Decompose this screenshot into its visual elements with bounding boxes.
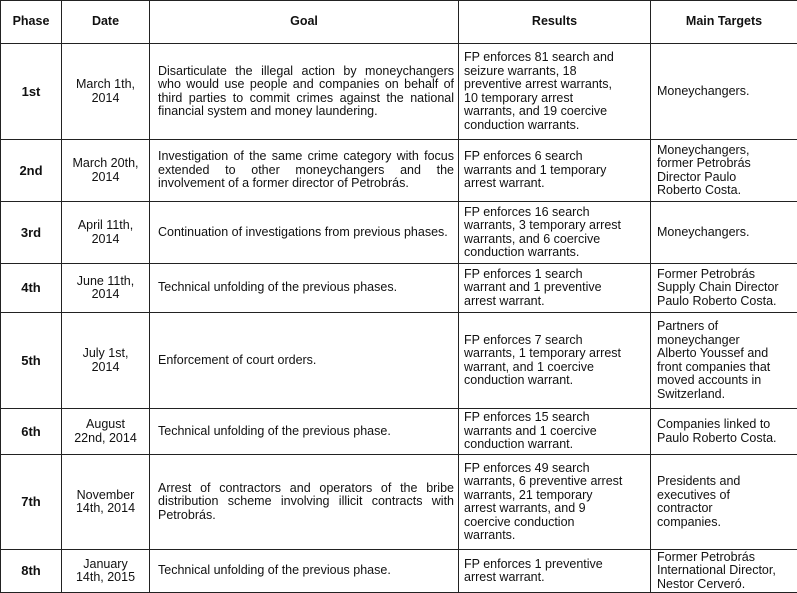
- results-cell-line: conduction warrant.: [464, 374, 646, 388]
- results-cell-line: conduction warrant.: [464, 438, 646, 452]
- main-targets-cell-line: front companies that: [657, 361, 793, 375]
- date-cell: [62, 44, 150, 140]
- results-cell-line: arrest warrant.: [464, 571, 646, 585]
- table-row: [1, 409, 797, 455]
- date-cell-line: March 1th,: [66, 78, 145, 92]
- header-row: [1, 1, 797, 44]
- results-cell-line: seizure warrants, 18: [464, 65, 646, 79]
- results-cell-line: coercive conduction: [464, 516, 646, 530]
- results-cell-line: preventive arrest warrants,: [464, 78, 646, 92]
- main-targets-cell-line: Director Paulo: [657, 171, 793, 185]
- results-cell: [459, 202, 651, 264]
- results-cell-line: warrants, 21 temporary: [464, 489, 646, 503]
- results-cell: [459, 313, 651, 409]
- results-cell-line: FP enforces 7 search: [464, 334, 646, 348]
- date-cell-line: April 11th,: [66, 219, 145, 233]
- date-cell: [62, 140, 150, 202]
- main-targets-cell-line: Companies linked to: [657, 418, 793, 432]
- results-cell-line: FP enforces 16 search: [464, 206, 646, 220]
- results-cell-line: conduction warrants.: [464, 246, 646, 260]
- phase-cell: 2nd: [1, 140, 62, 202]
- main-targets-cell-line: Moneychangers,: [657, 144, 793, 158]
- main-targets-cell-line: Roberto Costa.: [657, 184, 793, 198]
- date-cell: [62, 202, 150, 264]
- goal-cell: Technical unfolding of the previous phases.: [150, 264, 459, 313]
- phase-cell: 5th: [1, 313, 62, 409]
- results-cell-line: warrants.: [464, 529, 646, 543]
- table-row: [1, 264, 797, 313]
- main-targets-cell-line: Switzerland.: [657, 388, 793, 402]
- results-cell-line: warrants and 1 coercive: [464, 425, 646, 439]
- main-targets-cell-line: former Petrobrás: [657, 157, 793, 171]
- main-targets-cell-line: companies.: [657, 516, 793, 530]
- date-cell-line: 2014: [66, 92, 145, 106]
- header-date: Date: [62, 1, 150, 44]
- date-cell-line: 14th, 2015: [66, 571, 145, 585]
- results-cell: [459, 44, 651, 140]
- main-targets-cell-line: contractor: [657, 502, 793, 516]
- results-cell-line: warrants, 6 preventive arrest: [464, 475, 646, 489]
- main-targets-cell-line: moneychanger: [657, 334, 793, 348]
- main-targets-cell-line: International Director,: [657, 564, 793, 578]
- table-row: [1, 550, 797, 593]
- main-targets-cell: [651, 202, 797, 264]
- header-phase: Phase: [1, 1, 62, 44]
- date-cell-line: 2014: [66, 361, 145, 375]
- results-cell-line: 10 temporary arrest: [464, 92, 646, 106]
- goal-cell: Disarticulate the illegal action by moneychangers who would use people and companies on behalf of third parties to commit crimes against the national financial system and money laundering.: [150, 44, 459, 140]
- date-cell-line: 2014: [66, 288, 145, 302]
- results-cell-line: FP enforces 81 search and: [464, 51, 646, 65]
- table-body: [1, 44, 797, 593]
- date-cell-line: August: [66, 418, 145, 432]
- main-targets-cell-line: Partners of: [657, 320, 793, 334]
- goal-cell: Investigation of the same crime category with focus extended to other moneychangers and the involvement of a former director of Petrobrás.: [150, 140, 459, 202]
- results-cell-line: arrest warrant.: [464, 295, 646, 309]
- date-cell: [62, 409, 150, 455]
- main-targets-cell-line: Alberto Youssef and: [657, 347, 793, 361]
- date-cell-line: 14th, 2014: [66, 502, 145, 516]
- table-row: [1, 313, 797, 409]
- date-cell: [62, 313, 150, 409]
- date-cell-line: June 11th,: [66, 275, 145, 289]
- results-cell-line: conduction warrants.: [464, 119, 646, 133]
- date-cell: [62, 550, 150, 593]
- results-cell: [459, 140, 651, 202]
- results-cell-line: warrants, and 19 coercive: [464, 105, 646, 119]
- main-targets-cell: [651, 140, 797, 202]
- table-row: [1, 202, 797, 264]
- results-cell-line: warrants and 1 temporary: [464, 164, 646, 178]
- date-cell-line: July 1st,: [66, 347, 145, 361]
- main-targets-cell-line: Presidents and: [657, 475, 793, 489]
- goal-cell: Technical unfolding of the previous phase.: [150, 550, 459, 593]
- main-targets-cell-line: Moneychangers.: [657, 226, 793, 240]
- date-cell-line: November: [66, 489, 145, 503]
- goal-cell: Arrest of contractors and operators of the bribe distribution scheme involving illicit contracts with Petrobrás.: [150, 455, 459, 550]
- results-cell-line: warrants, 3 temporary arrest: [464, 219, 646, 233]
- header-results: Results: [459, 1, 651, 44]
- phase-cell: 6th: [1, 409, 62, 455]
- results-cell: [459, 409, 651, 455]
- results-cell-line: warrants, 1 temporary arrest: [464, 347, 646, 361]
- results-cell-line: FP enforces 6 search: [464, 150, 646, 164]
- results-cell-line: warrant, and 1 coercive: [464, 361, 646, 375]
- phase-cell: 3rd: [1, 202, 62, 264]
- header-main-targets: Main Targets: [651, 1, 797, 44]
- results-cell-line: FP enforces 1 search: [464, 268, 646, 282]
- results-cell: [459, 264, 651, 313]
- main-targets-cell-line: Former Petrobrás: [657, 551, 793, 565]
- phase-cell: 4th: [1, 264, 62, 313]
- goal-cell: Enforcement of court orders.: [150, 313, 459, 409]
- results-cell-line: arrest warrants, and 9: [464, 502, 646, 516]
- date-cell-line: 22nd, 2014: [66, 432, 145, 446]
- phase-cell: 1st: [1, 44, 62, 140]
- main-targets-cell: [651, 550, 797, 593]
- main-targets-cell-line: Supply Chain Director: [657, 281, 793, 295]
- main-targets-cell-line: Paulo Roberto Costa.: [657, 432, 793, 446]
- results-cell-line: FP enforces 15 search: [464, 411, 646, 425]
- main-targets-cell: [651, 455, 797, 550]
- main-targets-cell: [651, 313, 797, 409]
- main-targets-cell: [651, 44, 797, 140]
- table-row: [1, 140, 797, 202]
- main-targets-cell-line: Moneychangers.: [657, 85, 793, 99]
- goal-cell: Technical unfolding of the previous phase.: [150, 409, 459, 455]
- date-cell-line: 2014: [66, 171, 145, 185]
- results-cell-line: arrest warrant.: [464, 177, 646, 191]
- main-targets-cell-line: moved accounts in: [657, 374, 793, 388]
- results-cell: [459, 455, 651, 550]
- main-targets-cell: [651, 264, 797, 313]
- date-cell: [62, 264, 150, 313]
- header-goal: Goal: [150, 1, 459, 44]
- main-targets-cell-line: Former Petrobrás: [657, 268, 793, 282]
- date-cell: [62, 455, 150, 550]
- goal-cell: Continuation of investigations from previous phases.: [150, 202, 459, 264]
- phase-cell: 8th: [1, 550, 62, 593]
- results-cell: [459, 550, 651, 593]
- date-cell-line: 2014: [66, 233, 145, 247]
- table-row: [1, 44, 797, 140]
- results-cell-line: warrant and 1 preventive: [464, 281, 646, 295]
- main-targets-cell-line: executives of: [657, 489, 793, 503]
- main-targets-cell-line: Nestor Cerveró.: [657, 578, 793, 592]
- results-cell-line: FP enforces 1 preventive: [464, 558, 646, 572]
- main-targets-cell-line: Paulo Roberto Costa.: [657, 295, 793, 309]
- results-cell-line: warrants, and 6 coercive: [464, 233, 646, 247]
- phase-cell: 7th: [1, 455, 62, 550]
- date-cell-line: March 20th,: [66, 157, 145, 171]
- main-targets-cell: [651, 409, 797, 455]
- table-row: [1, 455, 797, 550]
- results-cell-line: FP enforces 49 search: [464, 462, 646, 476]
- date-cell-line: January: [66, 558, 145, 572]
